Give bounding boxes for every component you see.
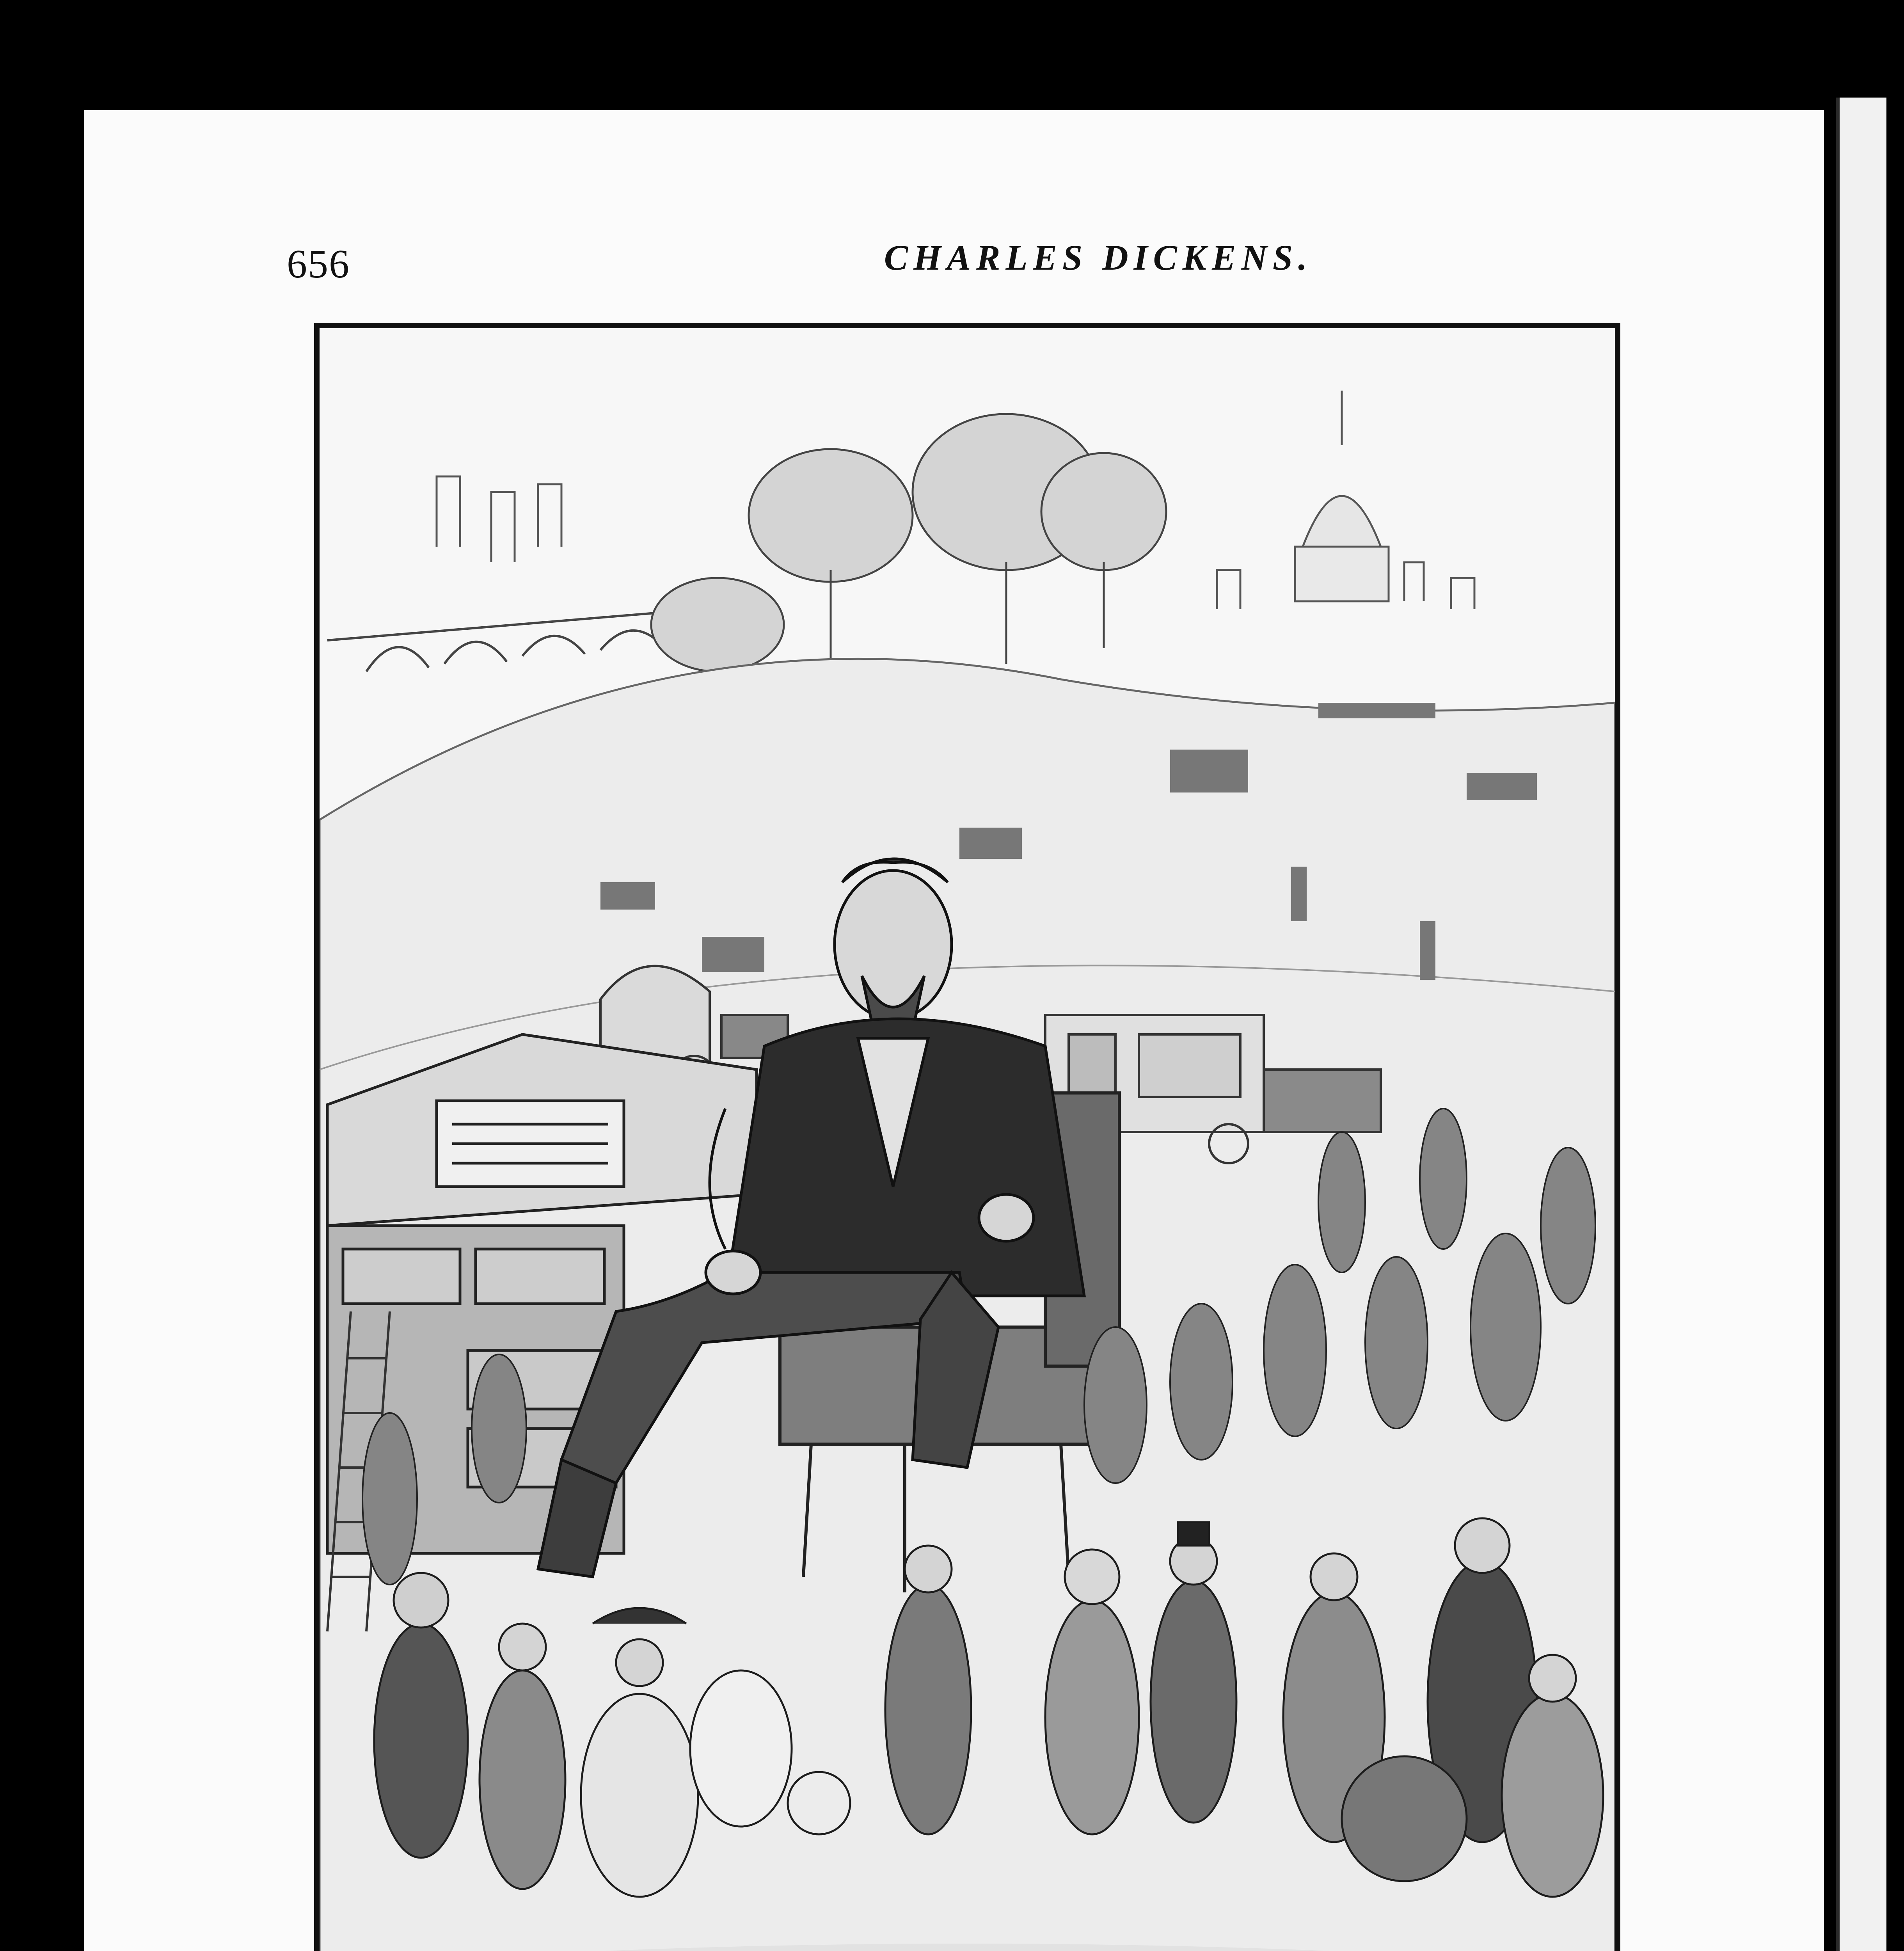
running-title: CHARLES DICKENS. — [884, 238, 1313, 277]
page-number: 656 — [287, 242, 350, 286]
next-page-edge — [1836, 98, 1886, 1951]
book-page — [84, 110, 1824, 1951]
illustration-dickens-and-characters — [314, 323, 1620, 1951]
engraving-artwork — [320, 328, 1615, 1951]
